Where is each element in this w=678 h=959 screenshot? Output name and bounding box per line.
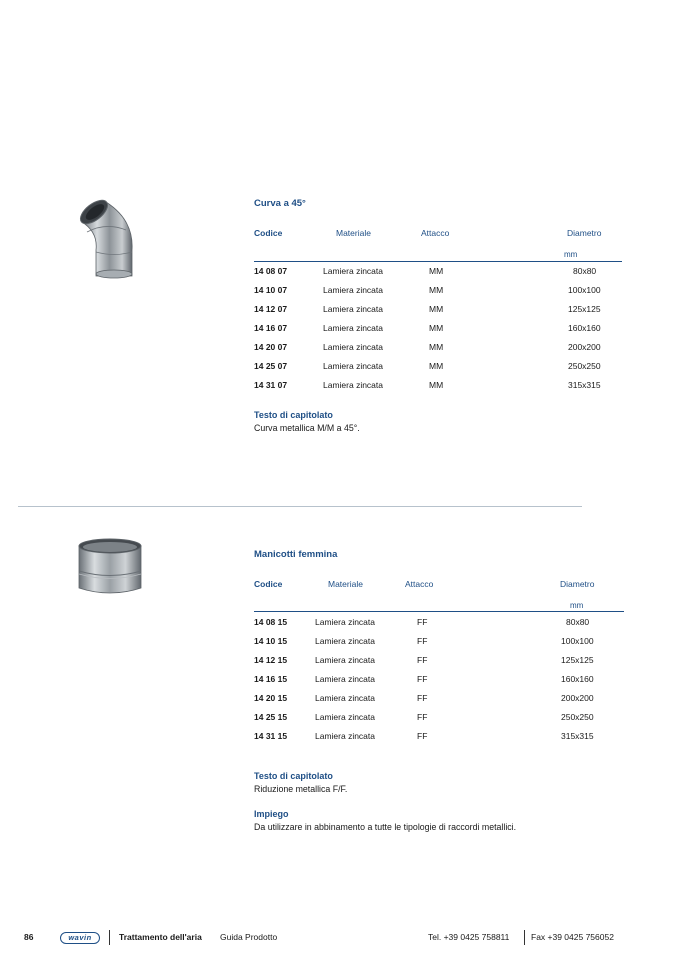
row-connection: FF xyxy=(417,636,428,646)
table-row xyxy=(254,636,624,650)
row-code: 14 16 07 xyxy=(254,323,288,333)
row-diameter: 250x250 xyxy=(568,361,601,371)
row-diameter: 100x100 xyxy=(561,636,594,646)
column-header-materiale: Materiale xyxy=(328,579,363,589)
column-header-attacco: Attacco xyxy=(405,579,434,589)
column-header-diametro: Diametro xyxy=(560,579,595,589)
row-connection: FF xyxy=(417,712,428,722)
table-row xyxy=(254,617,624,631)
row-diameter: 125x125 xyxy=(568,304,601,314)
table-row xyxy=(254,712,624,726)
footer-section-title: Trattamento dell'aria xyxy=(119,932,202,942)
row-diameter: 160x160 xyxy=(568,323,601,333)
row-diameter: 250x250 xyxy=(561,712,594,722)
footer-separator xyxy=(524,930,525,945)
coupling-image xyxy=(77,537,143,604)
row-code: 14 12 15 xyxy=(254,655,288,665)
note-title: Testo di capitolato xyxy=(254,771,333,781)
row-connection: MM xyxy=(429,380,444,390)
table-row xyxy=(254,674,624,688)
row-code: 14 25 07 xyxy=(254,361,288,371)
table-row xyxy=(254,323,624,337)
section-title: Curva a 45° xyxy=(254,198,306,209)
row-code: 14 31 07 xyxy=(254,380,288,390)
row-diameter: 315x315 xyxy=(568,380,601,390)
header-rule xyxy=(254,611,624,612)
row-material: Lamiera zincata xyxy=(323,323,384,333)
row-material: Lamiera zincata xyxy=(315,693,376,703)
page-footer xyxy=(0,930,678,946)
note-text: Curva metallica M/M a 45°. xyxy=(254,423,360,433)
table-row xyxy=(254,342,624,356)
row-diameter: 200x200 xyxy=(568,342,601,352)
row-material: Lamiera zincata xyxy=(315,712,376,722)
column-header-materiale: Materiale xyxy=(336,228,371,238)
table-row xyxy=(254,693,624,707)
note-text-impiego: Da utilizzare in abbinamento a tutte le tipologie di raccordi metallici. xyxy=(254,822,517,832)
row-connection: FF xyxy=(417,655,428,665)
row-code: 14 10 07 xyxy=(254,285,288,295)
row-code: 14 12 07 xyxy=(254,304,288,314)
row-connection: MM xyxy=(429,304,444,314)
row-diameter: 80x80 xyxy=(566,617,590,627)
row-material: Lamiera zincata xyxy=(323,304,384,314)
row-connection: FF xyxy=(417,693,428,703)
row-connection: FF xyxy=(417,617,428,627)
row-connection: MM xyxy=(429,266,444,276)
footer-fax: Fax +39 0425 756052 xyxy=(531,932,614,942)
row-diameter: 125x125 xyxy=(561,655,594,665)
table-row xyxy=(254,285,624,299)
row-material: Lamiera zincata xyxy=(323,380,384,390)
footer-tel: Tel. +39 0425 758811 xyxy=(428,932,510,942)
logo-text: wavin xyxy=(68,933,92,942)
section-curva-45 xyxy=(254,198,624,438)
row-code: 14 08 15 xyxy=(254,617,288,627)
row-material: Lamiera zincata xyxy=(315,731,376,741)
header-rule xyxy=(254,261,622,262)
table-row xyxy=(254,731,624,745)
section-manicotti-femmina xyxy=(254,549,624,839)
row-material: Lamiera zincata xyxy=(323,342,384,352)
column-header-codice: Codice xyxy=(254,228,283,238)
row-code: 14 08 07 xyxy=(254,266,288,276)
table-row xyxy=(254,266,624,280)
row-material: Lamiera zincata xyxy=(315,636,376,646)
unit-label: mm xyxy=(564,250,578,259)
footer-section-subtitle: Guida Prodotto xyxy=(220,932,278,942)
table-row xyxy=(254,361,624,375)
note-text: Riduzione metallica F/F. xyxy=(254,784,348,794)
note-title: Testo di capitolato xyxy=(254,410,333,420)
row-connection: FF xyxy=(417,674,428,684)
row-diameter: 80x80 xyxy=(573,266,597,276)
column-header-codice: Codice xyxy=(254,579,283,589)
unit-label: mm xyxy=(570,601,584,610)
table-row xyxy=(254,304,624,318)
elbow-45-image xyxy=(76,196,152,285)
row-diameter: 160x160 xyxy=(561,674,594,684)
row-connection: MM xyxy=(429,361,444,371)
row-diameter: 200x200 xyxy=(561,693,594,703)
wavin-logo xyxy=(60,932,100,944)
row-diameter: 315x315 xyxy=(561,731,594,741)
row-connection: MM xyxy=(429,342,444,352)
column-header-diametro: Diametro xyxy=(567,228,602,238)
row-code: 14 10 15 xyxy=(254,636,288,646)
page-number: 86 xyxy=(24,932,34,942)
row-code: 14 16 15 xyxy=(254,674,288,684)
row-diameter: 100x100 xyxy=(568,285,601,295)
row-material: Lamiera zincata xyxy=(315,655,376,665)
row-code: 14 25 15 xyxy=(254,712,288,722)
table-row xyxy=(254,655,624,669)
row-code: 14 20 15 xyxy=(254,693,288,703)
row-connection: FF xyxy=(417,731,428,741)
note-title-impiego: Impiego xyxy=(254,809,289,819)
row-material: Lamiera zincata xyxy=(315,674,376,684)
row-code: 14 20 07 xyxy=(254,342,288,352)
row-material: Lamiera zincata xyxy=(315,617,376,627)
column-header-attacco: Attacco xyxy=(421,228,450,238)
row-connection: MM xyxy=(429,323,444,333)
row-material: Lamiera zincata xyxy=(323,285,384,295)
footer-separator xyxy=(109,930,110,945)
section-divider xyxy=(18,506,582,507)
section-title: Manicotti femmina xyxy=(254,549,338,560)
table-row xyxy=(254,380,624,394)
row-material: Lamiera zincata xyxy=(323,266,384,276)
row-code: 14 31 15 xyxy=(254,731,288,741)
row-material: Lamiera zincata xyxy=(323,361,384,371)
row-connection: MM xyxy=(429,285,444,295)
